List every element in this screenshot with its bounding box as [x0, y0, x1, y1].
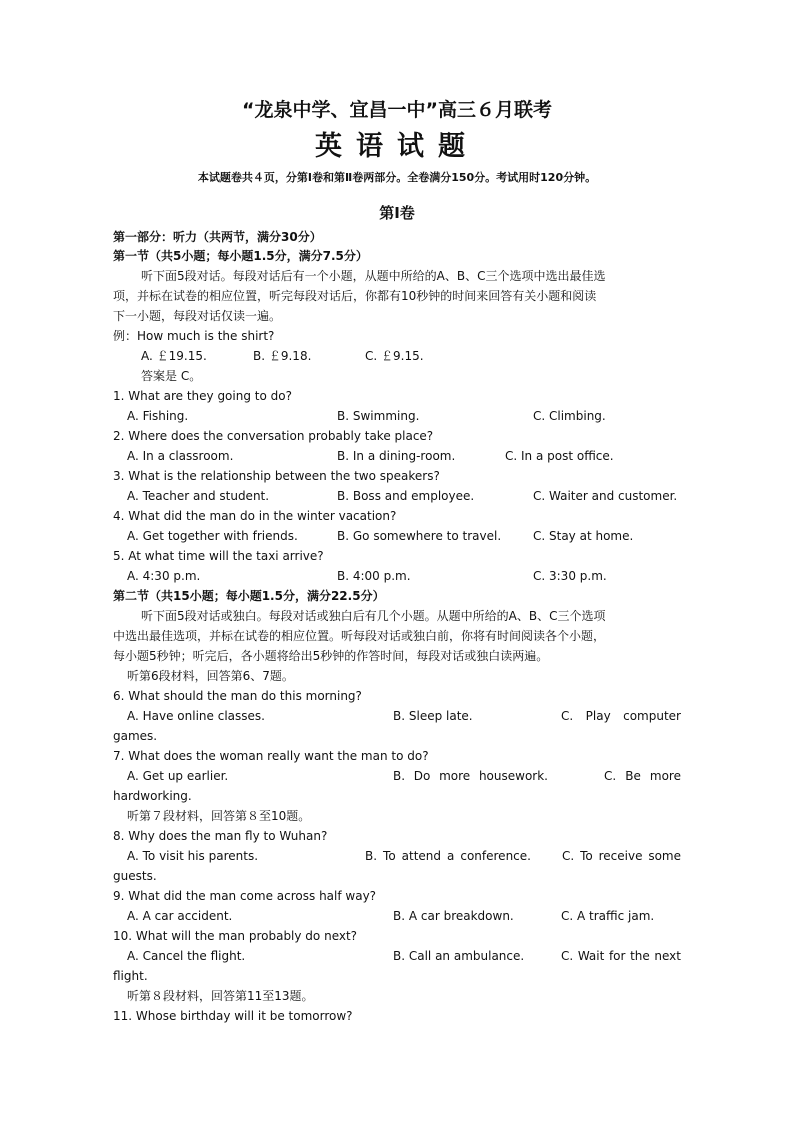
q1-option-a: A. Fishing. [127, 409, 189, 423]
material-8-note: 听第８段材料，回答第11至13题。 [127, 989, 314, 1003]
q10-option-c-word: the [630, 949, 650, 963]
question-11: 11. Whose birthday will it be tomorrow? [113, 1009, 353, 1023]
q6-option-c-word: Play [585, 709, 611, 723]
q10-option-c [561, 948, 681, 964]
q7-option-b-word: B. [393, 769, 406, 783]
q10-option-a: A. Cancel the flight. [127, 949, 246, 963]
question-6: 6. What should the man do this morning? [113, 689, 362, 703]
question-8: 8. Why does the man fly to Wuhan? [113, 829, 328, 843]
q6-option-c-word: computer [623, 709, 681, 723]
q8-option-b-word: a [447, 849, 455, 863]
example-option-c: C. ￡9.15. [365, 349, 424, 363]
material-6-note: 听第6段材料，回答第6、7题。 [127, 669, 294, 683]
q7-option-c-word: Be [625, 769, 641, 783]
q7-option-b [393, 768, 548, 784]
q3-option-c: C. Waiter and customer. [533, 489, 678, 503]
question-4: 4. What did the man do in the winter vacation? [113, 509, 397, 523]
question-10: 10. What will the man probably do next? [113, 929, 358, 943]
q7-option-c [604, 768, 681, 784]
section1-heading: 第一节（共5小题；每小题1.5分，满分7.5分） [113, 249, 368, 263]
q10-option-c-word: C. [561, 949, 574, 963]
q4-option-c: C. Stay at home. [533, 529, 634, 543]
q7-option-c-continued: hardworking. [113, 789, 192, 803]
question-1: 1. What are they going to do? [113, 389, 292, 403]
q7-option-b-word: Do [413, 769, 431, 783]
subject-title: 英语试题 [315, 131, 479, 162]
q10-option-b: B. Call an ambulance. [393, 949, 525, 963]
q6-option-c [561, 708, 681, 724]
q4-option-b: B. Go somewhere to travel. [337, 529, 502, 543]
q10-option-c-word: next [654, 949, 681, 963]
question-5: 5. At what time will the taxi arrive? [113, 549, 324, 563]
section2-instruction-line: 听下面5段对话或独白。每段对话或独白后有几个小题。从题中所给的A、B、C三个选项 [141, 609, 606, 623]
q8-option-c-word: some [648, 849, 681, 863]
q8-option-a: A. To visit his parents. [127, 849, 259, 863]
q5-option-a: A. 4:30 p.m. [127, 569, 201, 583]
question-2: 2. Where does the conversation probably take place? [113, 429, 434, 443]
q5-option-b: B. 4:00 p.m. [337, 569, 411, 583]
q9-option-a: A. A car accident. [127, 909, 233, 923]
q9-option-c: C. A traffic jam. [561, 909, 655, 923]
q6-option-a: A. Have online classes. [127, 709, 265, 723]
q4-option-a: A. Get together with friends. [127, 529, 298, 543]
q6-option-b: B. Sleep late. [393, 709, 473, 723]
material-7-note: 听第７段材料，回答第８至10题。 [127, 809, 311, 823]
exam-title: “龙泉中学、宜昌一中”高三６月联考 [242, 99, 552, 121]
q8-option-c [562, 848, 681, 864]
section1-instruction-line: 下一小题，每段对话仅读一遍。 [113, 309, 282, 323]
section2-heading: 第二节（共15小题；每小题1.5分，满分22.5分） [113, 589, 385, 603]
question-9: 9. What did the man come across half way? [113, 889, 377, 903]
question-7: 7. What does the woman really want the man to do? [113, 749, 429, 763]
question-3: 3. What is the relationship between the two speakers? [113, 469, 440, 483]
q7-option-b-word: housework. [478, 769, 548, 783]
q8-option-b-word: attend [401, 849, 442, 863]
q2-option-c: C. In a post office. [505, 449, 614, 463]
q3-option-a: A. Teacher and student. [127, 489, 270, 503]
q2-option-a: A. In a classroom. [127, 449, 234, 463]
section2-instruction-line: 中选出最佳选项，并标在试卷的相应位置。听每段对话或独白前，你将有时间阅读各个小题， [113, 629, 606, 643]
q7-option-a: A. Get up earlier. [127, 769, 229, 783]
example-option-b: B. ￡9.18. [253, 349, 312, 363]
q8-option-c-continued: guests. [113, 869, 157, 883]
q10-option-c-continued: flight. [113, 969, 148, 983]
section2-instruction-line: 每小题5秒钟；听完后，各小题将给出5秒钟的作答时间，每段对话或独白读两遍。 [113, 649, 549, 663]
q3-option-b: B. Boss and employee. [337, 489, 475, 503]
q2-option-b: B. In a dining-room. [337, 449, 456, 463]
exam-note: 本试题卷共４页，分第Ⅰ卷和第Ⅱ卷两部分。全卷满分150分。考试用时120分钟。 [197, 171, 597, 184]
q6-option-c-continued: games. [113, 729, 158, 743]
part1-heading: 第一部分：听力（共两节，满分30分） [113, 230, 322, 244]
q8-option-b-word: conference. [460, 849, 531, 863]
section1-instruction-line: 听下面5段对话。每段对话后有一个小题，从题中所给的A、B、C三个选项中选出最佳选 [141, 269, 606, 283]
q5-option-c: C. 3:30 p.m. [533, 569, 607, 583]
section1-instruction-line: 项，并标在试卷的相应位置，听完每段对话后，你都有10秒钟的时间来回答有关小题和阅读 [113, 289, 597, 303]
q8-option-c-word: receive [598, 849, 643, 863]
q7-option-b-word: more [439, 769, 471, 783]
example-answer: 答案是 C。 [141, 369, 202, 383]
q8-option-b-word: To [383, 849, 396, 863]
q9-option-b: B. A car breakdown. [393, 909, 514, 923]
q7-option-c-word: more [649, 769, 681, 783]
q6-option-c-word: C. [561, 709, 574, 723]
q8-option-b [365, 848, 531, 864]
q7-option-c-word: C. [604, 769, 617, 783]
q8-option-b-word: B. [365, 849, 378, 863]
q10-option-c-word: Wait [577, 949, 605, 963]
q1-option-c: C. Climbing. [533, 409, 606, 423]
q1-option-b: B. Swimming. [337, 409, 420, 423]
q8-option-c-word: To [580, 849, 593, 863]
q10-option-c-word: for [608, 949, 626, 963]
volume-title: 第Ⅰ卷 [379, 204, 415, 222]
example-question: 例：How much is the shirt? [113, 329, 275, 343]
q8-option-c-word: C. [562, 849, 575, 863]
example-option-a: A. ￡19.15. [141, 349, 207, 363]
